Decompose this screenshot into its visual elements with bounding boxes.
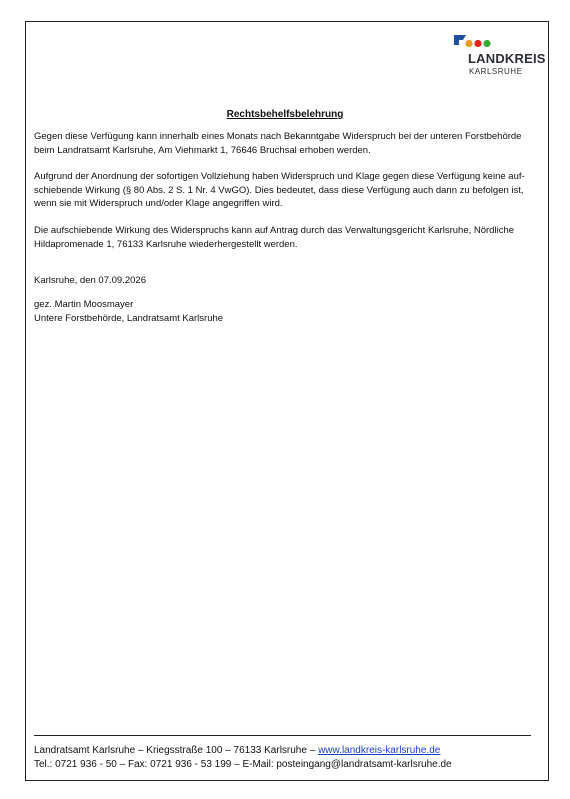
logo-title: LANDKREIS <box>468 51 546 66</box>
paragraph-immediate-enforcement <box>34 170 544 211</box>
signature-role: Untere Forstbehörde, Landratsamt Karlsruhe <box>34 312 224 324</box>
footer-address <box>34 744 534 757</box>
landkreis-logo <box>452 33 546 79</box>
paragraph-line: wenn sie mit Widerspruch und/oder Klage angegriffen wird. <box>34 198 283 209</box>
paragraph-objection-deadline <box>34 130 544 157</box>
paragraph-line: Aufgrund der Anordnung der sofortigen Vollziehung haben Widerspruch und Klage gegen diese Verfügung keine auf- <box>34 171 525 182</box>
logo-mark-icon <box>452 33 542 49</box>
paragraph-line: schiebende Wirkung (§ 80 Abs. 2 S. 1 Nr. 4 VwGO). Dies bedeutet, dass diese Verfügung auch dann zu befolgen ist, <box>34 184 524 196</box>
signature-block <box>34 298 544 325</box>
paragraph-suspensive-effect <box>34 224 544 251</box>
paragraph-line: beim Landratsamt Karlsruhe, Am Viehmarkt 1, 76646 Bruchsal erhoben werden. <box>34 144 371 156</box>
footer-divider <box>34 735 531 736</box>
place-date: Karlsruhe, den 07.09.2026 <box>34 275 146 286</box>
paragraph-line: Die aufschiebende Wirkung des Widerspruchs kann auf Antrag durch das Verwaltungsgericht Karlsruhe, Nördliche <box>34 225 515 236</box>
footer-address-text: Landratsamt Karlsruhe – Kriegsstraße 100 – 76133 Karlsruhe – <box>34 745 319 756</box>
paragraph-line: Gegen diese Verfügung kann innerhalb eines Monats nach Bekanntgabe Widerspruch bei der unteren Forstbehörde <box>34 131 522 142</box>
paragraph-line: Hildapromenade 1, 76133 Karlsruhe wiederhergestellt werden. <box>34 238 298 250</box>
footer-contact: Tel.: 0721 936 - 50 – Fax: 0721 936 - 53 199 – E-Mail: posteingang@landratsamt-karlsruhe.de <box>34 759 452 770</box>
logo-subtitle: KARLSRUHE <box>469 67 523 76</box>
document-title: Rechtsbehelfsbelehrung <box>226 109 344 120</box>
website-link[interactable]: www.landkreis-karlsruhe.de <box>318 745 441 756</box>
signature-name: gez. Martin Moosmayer <box>34 299 134 310</box>
